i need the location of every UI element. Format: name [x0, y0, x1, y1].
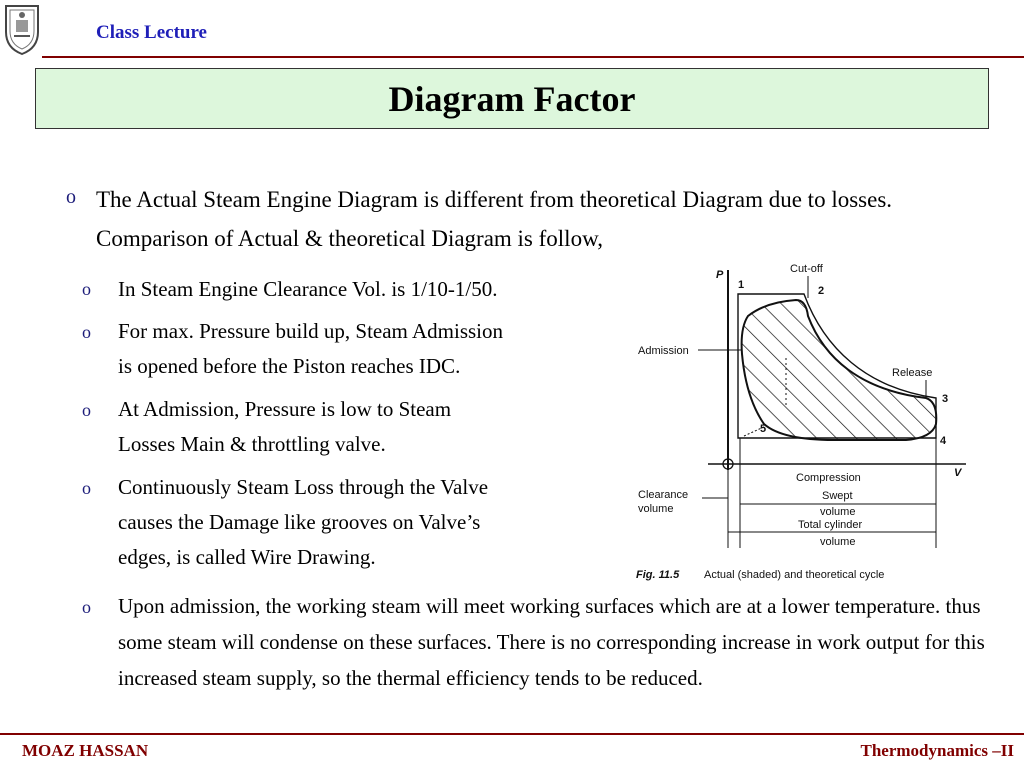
sub-bullet-5: Upon admission, the working steam will meet working surfaces which are at a lower temperature. thus some steam will condense on these surfaces. There is no corresponding increase in work output for this increased steam supply, so the thermal efficiency tends to be reduced.	[118, 594, 985, 690]
point-3-label: 3	[942, 393, 949, 405]
top-divider	[42, 56, 1024, 58]
sub-bullet-2-line2: is opened before the Piston reaches IDC.	[118, 354, 461, 378]
total-label-line1: Total cylinder	[798, 519, 863, 531]
figure-number: Fig. 11.5	[636, 569, 680, 581]
header-label: Class Lecture	[96, 22, 207, 43]
page-title: Diagram Factor	[388, 78, 636, 119]
point-2-label: 2	[818, 285, 825, 297]
admission-label: Admission	[638, 345, 689, 357]
bullet-marker: o	[66, 186, 76, 208]
footer-author: MOAZ HASSAN	[22, 741, 149, 760]
pv-diagram	[636, 258, 966, 583]
footer-divider	[0, 733, 1024, 735]
university-logo	[2, 2, 42, 56]
clearance-label-line1: Clearance	[638, 489, 689, 501]
sub-bullet-2-line1: For max. Pressure build up, Steam Admission	[118, 319, 503, 343]
total-label-line2: volume	[820, 536, 856, 548]
point-5-label: 5	[760, 423, 767, 435]
point-1-label: 1	[738, 279, 745, 291]
point-4-label: 4	[940, 435, 947, 447]
sub-bullet-4-line1: Continuously Steam Loss through the Valve	[118, 475, 489, 499]
swept-label-line1: Swept	[822, 490, 853, 502]
footer-course: Thermodynamics –II	[860, 741, 1014, 760]
bullet-marker: o	[82, 478, 91, 498]
v-axis-label: V	[954, 467, 962, 479]
figure-caption: Actual (shaded) and theoretical cycle	[704, 569, 885, 581]
p-axis-label: P	[716, 269, 724, 281]
cutoff-label: Cut-off	[790, 263, 823, 275]
sub-bullet-4-line3: edges, is called Wire Drawing.	[118, 545, 376, 569]
swept-label-line2: volume	[820, 506, 856, 518]
release-label: Release	[892, 367, 933, 379]
compression-label: Compression	[796, 472, 861, 484]
sub-bullet-3-line1: At Admission, Pressure is low to Steam	[118, 397, 452, 421]
clearance-label-line2: volume	[638, 503, 674, 515]
bullet-marker: o	[82, 279, 91, 299]
sub-bullet-3-line2: Losses Main & throttling valve.	[118, 432, 386, 456]
sub-bullet-4-line2: causes the Damage like grooves on Valve’s	[118, 510, 481, 534]
title-box	[35, 68, 989, 129]
bullet-marker: o	[82, 597, 91, 617]
bullet-marker: o	[82, 400, 91, 420]
sub-bullet-1: In Steam Engine Clearance Vol. is 1/10-1/50.	[118, 277, 498, 301]
bullet-marker: o	[82, 322, 91, 342]
main-bullet-text: The Actual Steam Engine Diagram is different from theoretical Diagram due to losses. Comparison of Actual & theoretical Diagram is follow,	[96, 187, 893, 251]
